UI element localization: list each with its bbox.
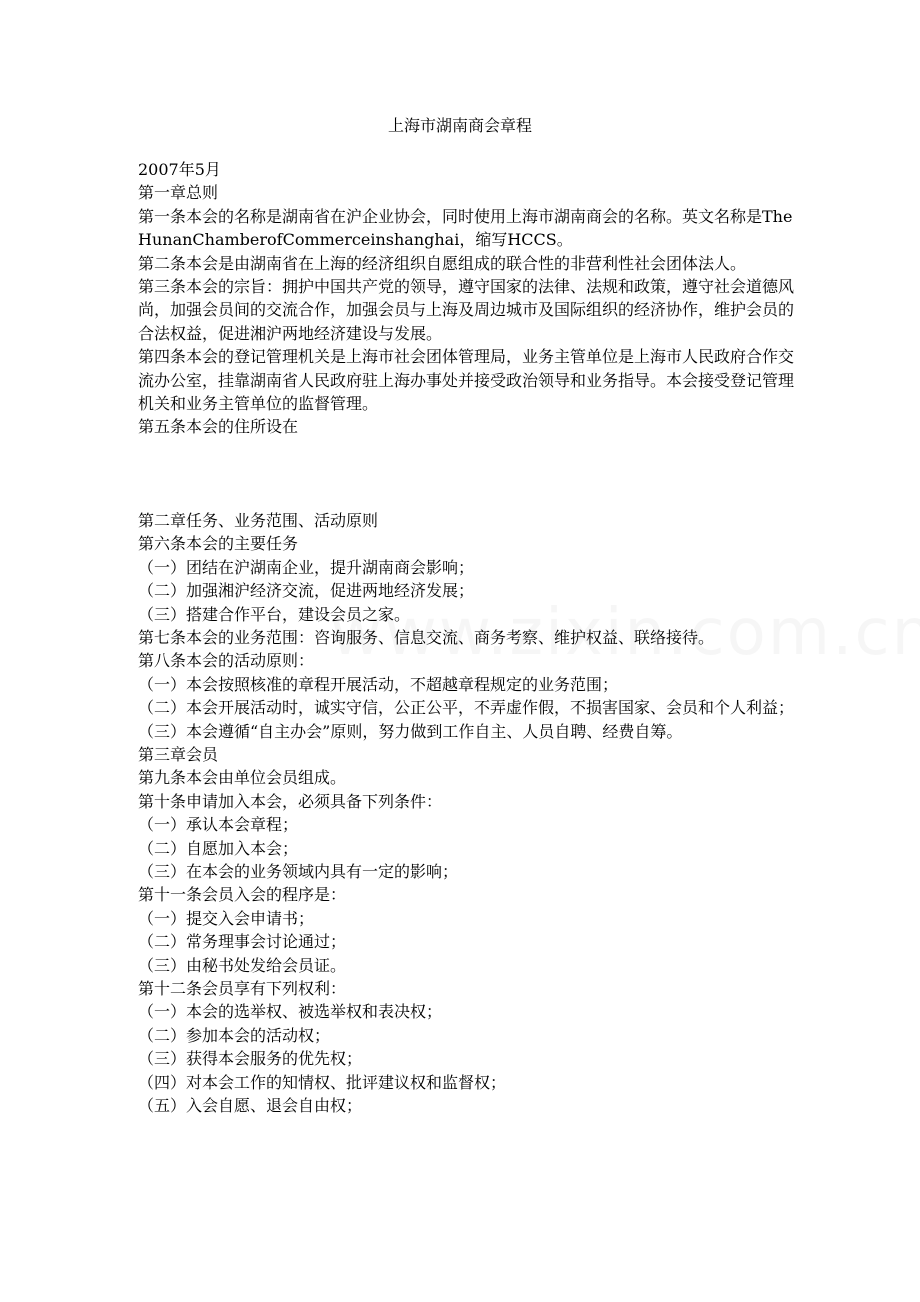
paragraph: 第一章总则 <box>138 183 219 203</box>
paragraph: （四）对本会工作的知情权、批评建议权和监督权； <box>138 1072 507 1092</box>
paragraph: 第八条本会的活动原则： <box>138 651 315 671</box>
paragraph: 第九条本会由单位会员组成。 <box>138 768 347 788</box>
paragraph: （一）本会按照核准的章程开展活动，不超越章程规定的业务范围； <box>138 674 619 694</box>
paragraph: 第一条本会的名称是湖南省在沪企业协会，同时使用上海市湖南商会的名称。英文名称是TheHunanChamberofCommerceinshanghai，缩写HCCS。 <box>138 206 793 250</box>
document-title: 上海市湖南商会章程 <box>387 116 532 135</box>
paragraph: 第十一条会员入会的程序是： <box>138 885 347 905</box>
paragraph: 第四条本会的登记管理机关是上海市社会团体管理局，业务主管单位是上海市人民政府合作交流办公室，挂靠湖南省人民政府驻上海办事处并接受政治领导和业务指导。本会接受登记管理机关和业务主管单位的监督管理。 <box>138 347 795 414</box>
paragraph: （二）本会开展活动时，诚实守信，公正公平，不弄虚作假，不损害国家、会员和个人利益； <box>138 698 795 718</box>
paragraph: 第七条本会的业务范围：咨询服务、信息交流、商务考察、维护权益、联络接待。 <box>138 627 715 647</box>
paragraph: （一）承认本会章程； <box>138 815 299 835</box>
paragraph: 第十二条会员享有下列权利： <box>138 979 347 998</box>
paragraph: 第二章任务、业务范围、活动原则 <box>138 510 379 530</box>
paragraph: （一）提交入会申请书； <box>138 908 315 928</box>
chapter-two-three-block <box>138 509 798 1118</box>
paragraph: 第六条本会的主要任务 <box>138 534 299 554</box>
paragraph: （三）搭建合作平台，建设会员之家。 <box>138 604 411 624</box>
blank-gap <box>138 439 798 509</box>
paragraph: 第三章会员 <box>138 744 219 764</box>
paragraph: 第三条本会的宗旨：拥护中国共产党的领导，遵守国家的法律、法规和政策，遵守社会道德风尚，加强会员间的交流合作，加强会员与上海及周边城市及国际组织的经济协作，维护会员的合法权益，促进湘沪两地经济建设与发展。 <box>138 277 795 343</box>
paragraph: （五）入会自愿、退会自由权； <box>138 1096 363 1116</box>
paragraph: 第二条本会是由湖南省在上海的经济组织自愿组成的联合性的非营利性社会团体法人。 <box>138 253 747 273</box>
chapter-one-block <box>138 158 798 439</box>
paragraph: （二）自愿加入本会； <box>138 838 299 858</box>
paragraph: 2007年5月 <box>138 160 221 179</box>
paragraph: （三）由秘书处发给会员证。 <box>138 955 347 975</box>
paragraph: 第十条申请加入本会，必须具备下列条件： <box>138 791 443 811</box>
paragraph: （三）获得本会服务的优先权； <box>138 1049 363 1069</box>
paragraph: （二）参加本会的活动权； <box>138 1025 331 1045</box>
document-body <box>138 158 798 1117</box>
paragraph: （三）在本会的业务领域内具有一定的影响； <box>138 861 459 881</box>
paragraph: （三）本会遵循“自主办会”原则，努力做到工作自主、人员自聘、经费自筹。 <box>138 721 683 741</box>
paragraph: （二）加强湘沪经济交流，促进两地经济发展； <box>138 581 475 601</box>
paragraph: （一）团结在沪湖南企业，提升湖南商会影响； <box>138 557 475 577</box>
paragraph: 第五条本会的住所设在 <box>138 417 299 437</box>
paragraph: （二）常务理事会讨论通过； <box>138 932 347 952</box>
paragraph: （一）本会的选举权、被选举权和表决权； <box>138 1002 443 1022</box>
